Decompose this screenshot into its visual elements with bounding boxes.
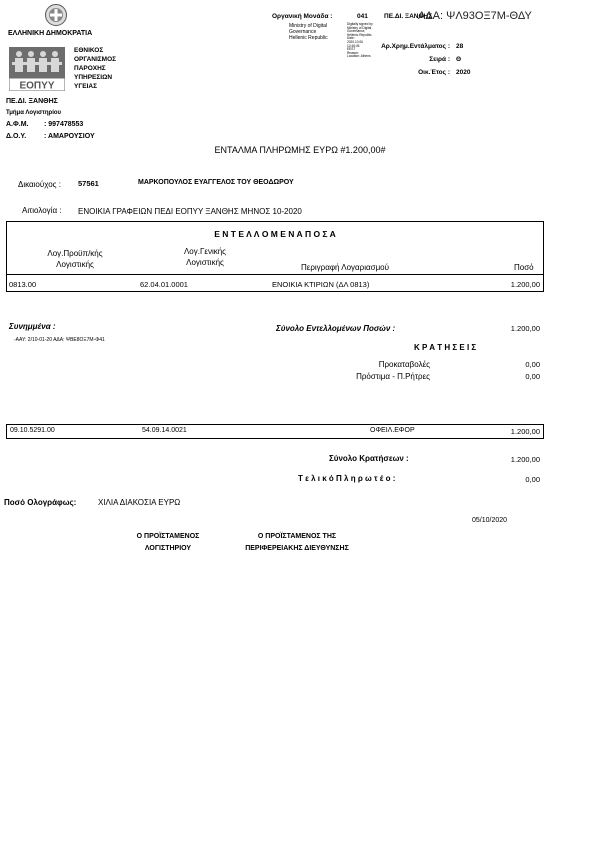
signature-line: Location: Athens — [347, 54, 371, 59]
greek-emblem-icon — [45, 3, 67, 27]
signature-line: Reason: — [347, 50, 359, 55]
beneficiary-name: ΜΑΡΚΟΠΟΥΛΟΣ ΕΥΑΓΓΕΛΟΣ ΤΟΥ ΘΕΟΔΩΡΟΥ — [138, 179, 294, 186]
final-payable-label: Τ ε λ ι κ ό Π λ η ρ ω τ έ ο : — [298, 474, 396, 483]
doy-label: Δ.Ο.Υ. — [6, 133, 27, 140]
justification-label: Αιτιολογία : — [22, 206, 62, 215]
signature-line: Governance, — [347, 29, 366, 34]
signature-line: 2020.10.06 — [347, 39, 363, 44]
signature-regional-director — [222, 531, 372, 555]
signature-line: Hellenic Republic — [289, 35, 328, 41]
deduction-budget-code: 09.10.5291.00 — [10, 427, 55, 434]
org-line: ΟΡΓΑΝΙΣΜΟΣ — [74, 56, 117, 63]
deduction-value: 0,00 — [525, 360, 540, 369]
amount-words-label: Ποσό Ολογράφως: — [4, 498, 77, 507]
eopyy-logo — [9, 47, 65, 91]
org-line: ΕΘΝΙΚΟΣ — [74, 47, 104, 54]
department-name: Τμήμα Λογιστηρίου — [6, 110, 62, 116]
row-description: ΕΝΟΙΚΙΑ ΚΤΙΡΙΩΝ (ΔΛ 0813) — [272, 280, 370, 289]
org-name — [74, 46, 116, 91]
issue-date: 05/10/2020 — [472, 517, 508, 524]
republic-label: ΕΛΛΗΝΙΚΗ ΔΗΜΟΚΡΑΤΙΑ — [8, 30, 93, 37]
signature-title-line: ΠΕΡΙΦΕΡΕΙΑΚΗΣ ΔΙΕΥΘΥΝΣΗΣ — [245, 545, 349, 552]
beneficiary-code: 57561 — [78, 179, 99, 188]
deduction-label: Προκαταβολές — [378, 360, 430, 369]
attachments-text: -ΑΑΥ: 2/10-01-20 ΑΔΑ: ΨΒΕ8ΟΞ7Μ-Φ41 — [14, 337, 105, 343]
signature-line: Ministry of Digital — [347, 25, 372, 30]
column-description-header: Περιγραφή Λογαριασμού — [301, 263, 390, 272]
service-name: ΠΕ.ΔΙ. ΞΑΝΘΗΣ — [6, 98, 58, 105]
total-ordered-label: Σύνολο Εντελλομένων Ποσών : — [276, 324, 396, 333]
total-deductions-value: 1.200,00 — [510, 455, 540, 464]
column-general-header — [165, 246, 245, 268]
org-line: ΥΠΗΡΕΣΙΩΝ — [74, 74, 113, 81]
justification-text: ΕΝΟΙΚΙΑ ΓΡΑΦΕΙΩΝ ΠΕΔΙ ΕΟΠΥΥ ΞΑΝΘΗΣ ΜΗΝΟΣ 10-2020 — [78, 207, 302, 216]
deduction-description: ΟΦΕΙΛ.ΕΦΟΡ — [370, 427, 415, 434]
beneficiary-label: Δικαιούχος : — [18, 180, 61, 189]
deduction-amount: 1.200,00 — [510, 427, 540, 436]
column-general-line: Λογ.Γενικής — [183, 247, 227, 256]
deductions-heading: Κ Ρ Α Τ Η Σ Ε Ι Σ — [414, 343, 477, 352]
total-ordered-value: 1.200,00 — [510, 324, 540, 333]
amounts-heading: Ε Ν Τ Ε Λ Λ Ο Μ Ε Ν Α Π Ο Σ Α — [214, 229, 336, 239]
deduction-value: 0,00 — [525, 372, 540, 381]
signature-line: EEST — [347, 47, 356, 52]
column-budget-header — [30, 248, 120, 270]
series-value: Θ — [456, 56, 462, 63]
total-deductions-label: Σύνολο Κρατήσεων : — [329, 454, 409, 463]
fiscal-year-label: Οικ.Έτος : — [418, 69, 450, 76]
column-budget-line: Λογιστικής — [56, 260, 94, 269]
page-title: ΕΝΤΑΛΜΑ ΠΛΗΡΩΜΗΣ ΕΥΡΩ #1.200,00# — [214, 145, 386, 155]
final-payable-value: 0,00 — [525, 475, 540, 484]
signature-title-line: ΛΟΓΙΣΤΗΡΙΟΥ — [144, 545, 192, 552]
amount-words-value: ΧΙΛΙΑ ΔΙΑΚΟΣΙΑ ΕΥΡΩ — [98, 498, 181, 507]
column-general-line: Λογιστικής — [186, 258, 224, 267]
mandate-number-label: Αρ.Χρημ.Εντάλματος : — [381, 43, 450, 50]
row-amount: 1.200,00 — [510, 280, 540, 289]
signature-line: Hellenic Republic — [347, 32, 372, 37]
afm-label: Α.Φ.Μ. — [6, 121, 29, 128]
series-label: Σειρά : — [429, 56, 450, 63]
signature-line: Date: — [347, 36, 355, 41]
signature-line: 12:46:45 — [347, 43, 360, 48]
org-line: ΥΓΕΙΑΣ — [74, 83, 97, 90]
column-amount-header: Ποσό — [514, 263, 534, 272]
org-line: ΠΑΡΟΧΗΣ — [74, 65, 106, 72]
signature-line: Governance — [289, 29, 317, 35]
afm-value: : 997478553 — [44, 121, 84, 128]
unit-label: Οργανική Μονάδα : — [272, 13, 333, 20]
ada-code: ΑΔΑ: ΨΛ93ΟΞ7Μ-ΘΔΥ — [418, 10, 532, 22]
unit-code: 041 — [357, 13, 368, 20]
unit-name: ΠΕ.ΔΙ. ΞΑΝΘΗΣ — [384, 13, 433, 20]
digital-signature-right — [347, 23, 373, 59]
signature-title-line: Ο ΠΡΟΪΣΤΑΜΕΝΟΣ ΤΗΣ — [257, 533, 337, 540]
doy-value: : ΑΜΑΡΟΥΣΙΟΥ — [44, 133, 95, 140]
logo-text: ΕΟΠΥΥ — [19, 80, 55, 91]
row-general-code: 62.04.01.0001 — [140, 280, 188, 289]
column-budget-line: Λογ.Προϋπ/κής — [47, 249, 103, 258]
table-header-divider — [6, 274, 544, 275]
deduction-label: Πρόστιμα - Π.Ρήτρες — [356, 372, 430, 381]
fiscal-year-value: 2020 — [456, 69, 471, 76]
attachments-label: Συνημμένα : — [9, 322, 56, 331]
signature-line: Digitally signed by — [347, 22, 373, 26]
mandate-number-value: 28 — [456, 43, 464, 50]
deduction-general-code: 54.09.14.0021 — [142, 427, 187, 434]
signature-accounting — [128, 531, 208, 555]
signature-title-line: Ο ΠΡΟΪΣΤΑΜΕΝΟΣ — [136, 533, 200, 540]
signature-line: Ministry of Digital — [289, 23, 328, 29]
digital-signature-left — [289, 23, 328, 41]
row-budget-code: 0813.00 — [9, 280, 37, 289]
